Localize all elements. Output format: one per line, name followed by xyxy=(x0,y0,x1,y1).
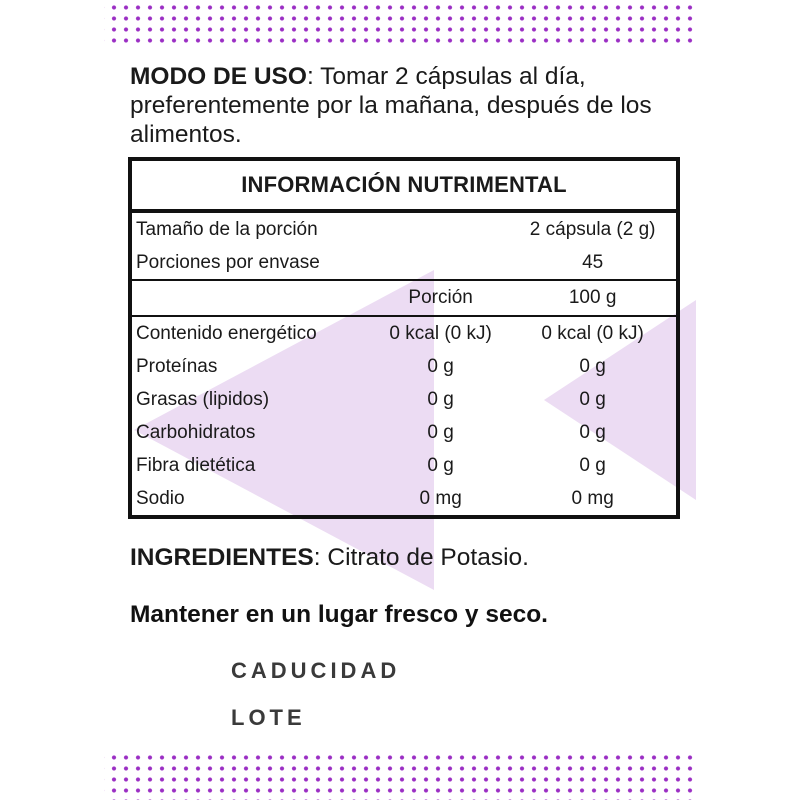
nutrient-name: Fibra dietética xyxy=(136,454,256,476)
nutrient-100g-value: 0 mg xyxy=(571,487,614,509)
ingredients-text: : Citrato de Potasio. xyxy=(313,544,529,571)
servings-label: Porciones por envase xyxy=(130,246,509,280)
nutrient-portion-value: 0 g xyxy=(427,454,454,476)
dot-pattern-bottom xyxy=(104,750,696,800)
nutrient-portion-value: 0 kcal (0 kJ) xyxy=(389,322,492,344)
nutrient-portion-value: 0 g xyxy=(427,388,454,410)
nutrient-portion-value: 0 g xyxy=(427,421,454,443)
nutrient-portion-value: 0 g xyxy=(427,355,454,377)
ingredients-label: INGREDIENTES xyxy=(130,544,314,571)
column-header-portion: Porción xyxy=(372,280,509,316)
column-header-100g: 100 g xyxy=(509,280,678,316)
serving-size-value: 2 cápsula (2 g) xyxy=(529,218,656,240)
table-row xyxy=(130,316,678,350)
storage-instructions: Mantener en un lugar fresco y seco. xyxy=(130,601,548,628)
nutrient-100g-value: 0 g xyxy=(579,388,606,410)
nutrient-100g-value: 0 g xyxy=(579,421,606,443)
servings-row xyxy=(130,246,678,280)
table-row xyxy=(130,416,678,449)
serving-size-label: Tamaño de la porción xyxy=(136,218,318,240)
nutrient-portion-value: 0 mg xyxy=(419,487,462,509)
table-row xyxy=(130,350,678,383)
nutrient-name: Carbohidratos xyxy=(136,421,256,443)
column-header-row xyxy=(130,280,678,316)
product-label xyxy=(104,0,696,800)
ingredients xyxy=(130,541,690,575)
nutrient-100g-value: 0 g xyxy=(579,454,606,476)
table-row xyxy=(130,383,678,416)
nutrient-name: Sodio xyxy=(136,487,185,509)
nutrient-name: Grasas (lipidos) xyxy=(136,388,270,410)
lot-field-label: LOTE xyxy=(231,705,306,730)
usage-instructions xyxy=(130,62,690,149)
nutrient-100g-value: 0 kcal (0 kJ) xyxy=(541,322,644,344)
nutrition-title-row xyxy=(130,159,678,211)
table-row xyxy=(130,482,678,517)
expiry-field-label: CADUCIDAD xyxy=(231,658,401,683)
nutrition-facts-table xyxy=(128,157,680,519)
nutrient-100g-value: 0 g xyxy=(579,355,606,377)
table-row xyxy=(130,449,678,482)
nutrient-name: Contenido energético xyxy=(136,322,317,344)
nutrition-title: INFORMACIÓN NUTRIMENTAL xyxy=(130,159,678,211)
usage-text: : Tomar 2 cápsulas al día, preferentemente por la mañana, después de los alimentos. xyxy=(130,63,652,148)
column-header-empty xyxy=(130,280,372,316)
nutrient-name: Proteínas xyxy=(136,355,218,377)
serving-size-row xyxy=(130,211,678,246)
servings-value: 45 xyxy=(509,246,678,280)
usage-label: MODO DE USO xyxy=(130,63,307,90)
